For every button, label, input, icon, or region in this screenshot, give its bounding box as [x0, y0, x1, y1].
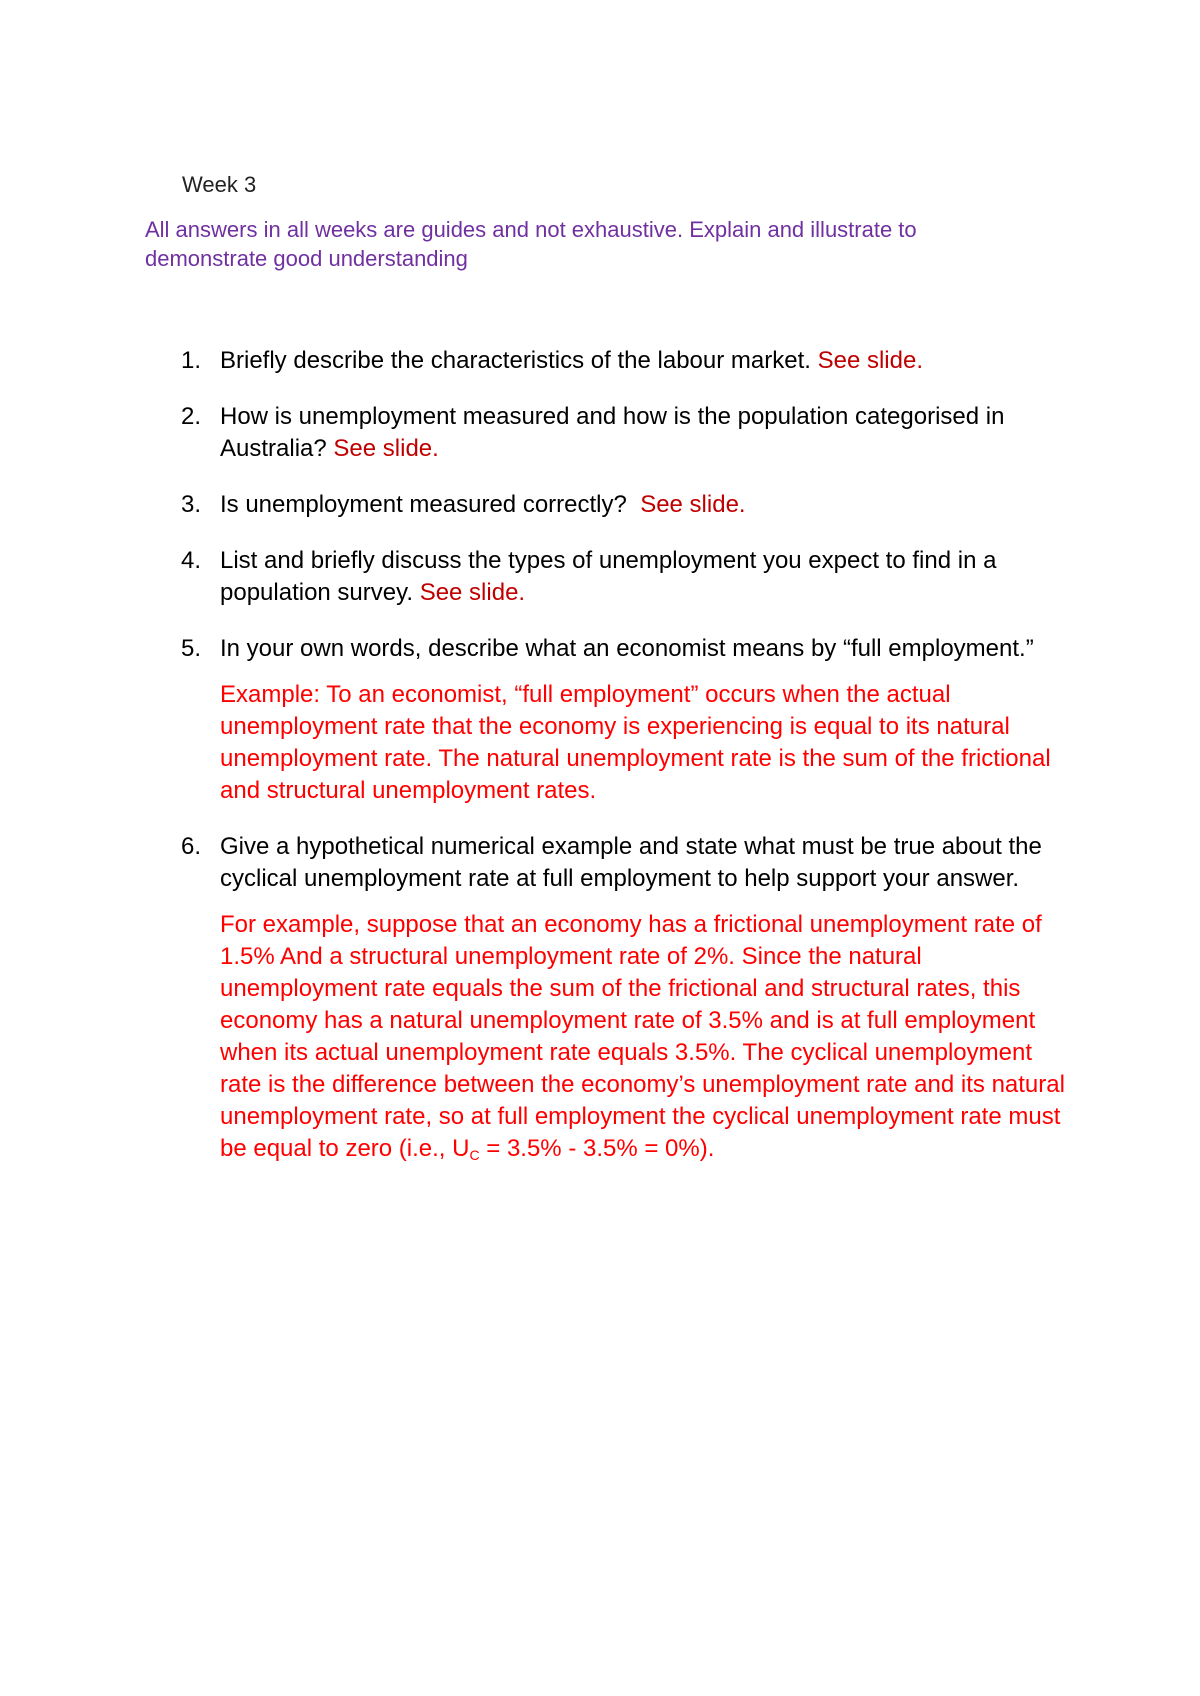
question-number: 6. [181, 833, 202, 860]
intro-note: All answers in all weeks are guides and not exhaustive. Explain and illustrate to demonstrate good understanding [145, 217, 917, 271]
week-label: Week 3 [182, 172, 257, 197]
answer-block [220, 909, 1070, 1171]
question-number: 4. [181, 547, 202, 574]
question-number: 1. [181, 347, 202, 374]
question-text: In your own words, describe what an economist means by “full employment.” [220, 635, 1034, 662]
question-item-4 [181, 545, 1070, 609]
answer-subscript: C [469, 1147, 480, 1163]
question-number: 2. [181, 403, 202, 430]
question-text: Is unemployment measured correctly? [220, 491, 627, 518]
question-item-5 [181, 633, 1070, 807]
answer-main: For example, suppose that an economy has a frictional unemployment rate of 1.5% And a structural unemployment rate of 2%. Since the natural unemployment rate equals the sum of the frictional and structural rates, this economy has a natural unemployment rate of 3.5% and is at full employment when its actual unemployment rate equals 3.5%. The cyclical unemployment rate is the difference between the economy’s unemployment rate and its natural unemployment rate, so at full employment the cyclical unemployment rate must be equal to zero (i.e., U [220, 911, 1065, 1162]
question-item-3 [181, 489, 1070, 521]
question-text: How is unemployment measured and how is the population categorised in Australia? [220, 403, 1005, 462]
answer-block: Example: To an economist, “full employment” occurs when the actual unemployment rate that the economy is experiencing is equal to its natural unemployment rate. The natural unemployment rate is the sum of the frictional and structural unemployment rates. [220, 681, 1051, 804]
question-item-2 [181, 401, 1070, 465]
answer-inline: See slide. [817, 347, 923, 374]
question-text: Give a hypothetical numerical example and state what must be true about the cyclical unemployment rate at full employment to help support your answer. [220, 833, 1042, 892]
question-number: 5. [181, 635, 202, 662]
answer-inline: See slide. [419, 579, 526, 606]
question-item-6 [181, 831, 1070, 1171]
question-list [181, 345, 1070, 1195]
answer-tail: = 3.5% - 3.5% = 0%). [479, 1135, 715, 1162]
question-text: List and briefly discuss the types of unemployment you expect to find in a population survey. [220, 547, 997, 606]
answer-inline: See slide. [640, 491, 746, 518]
question-text: Briefly describe the characteristics of the labour market. [220, 347, 811, 374]
answer-inline: See slide. [333, 435, 439, 462]
question-number: 3. [181, 491, 202, 518]
question-item-1 [181, 345, 1070, 377]
